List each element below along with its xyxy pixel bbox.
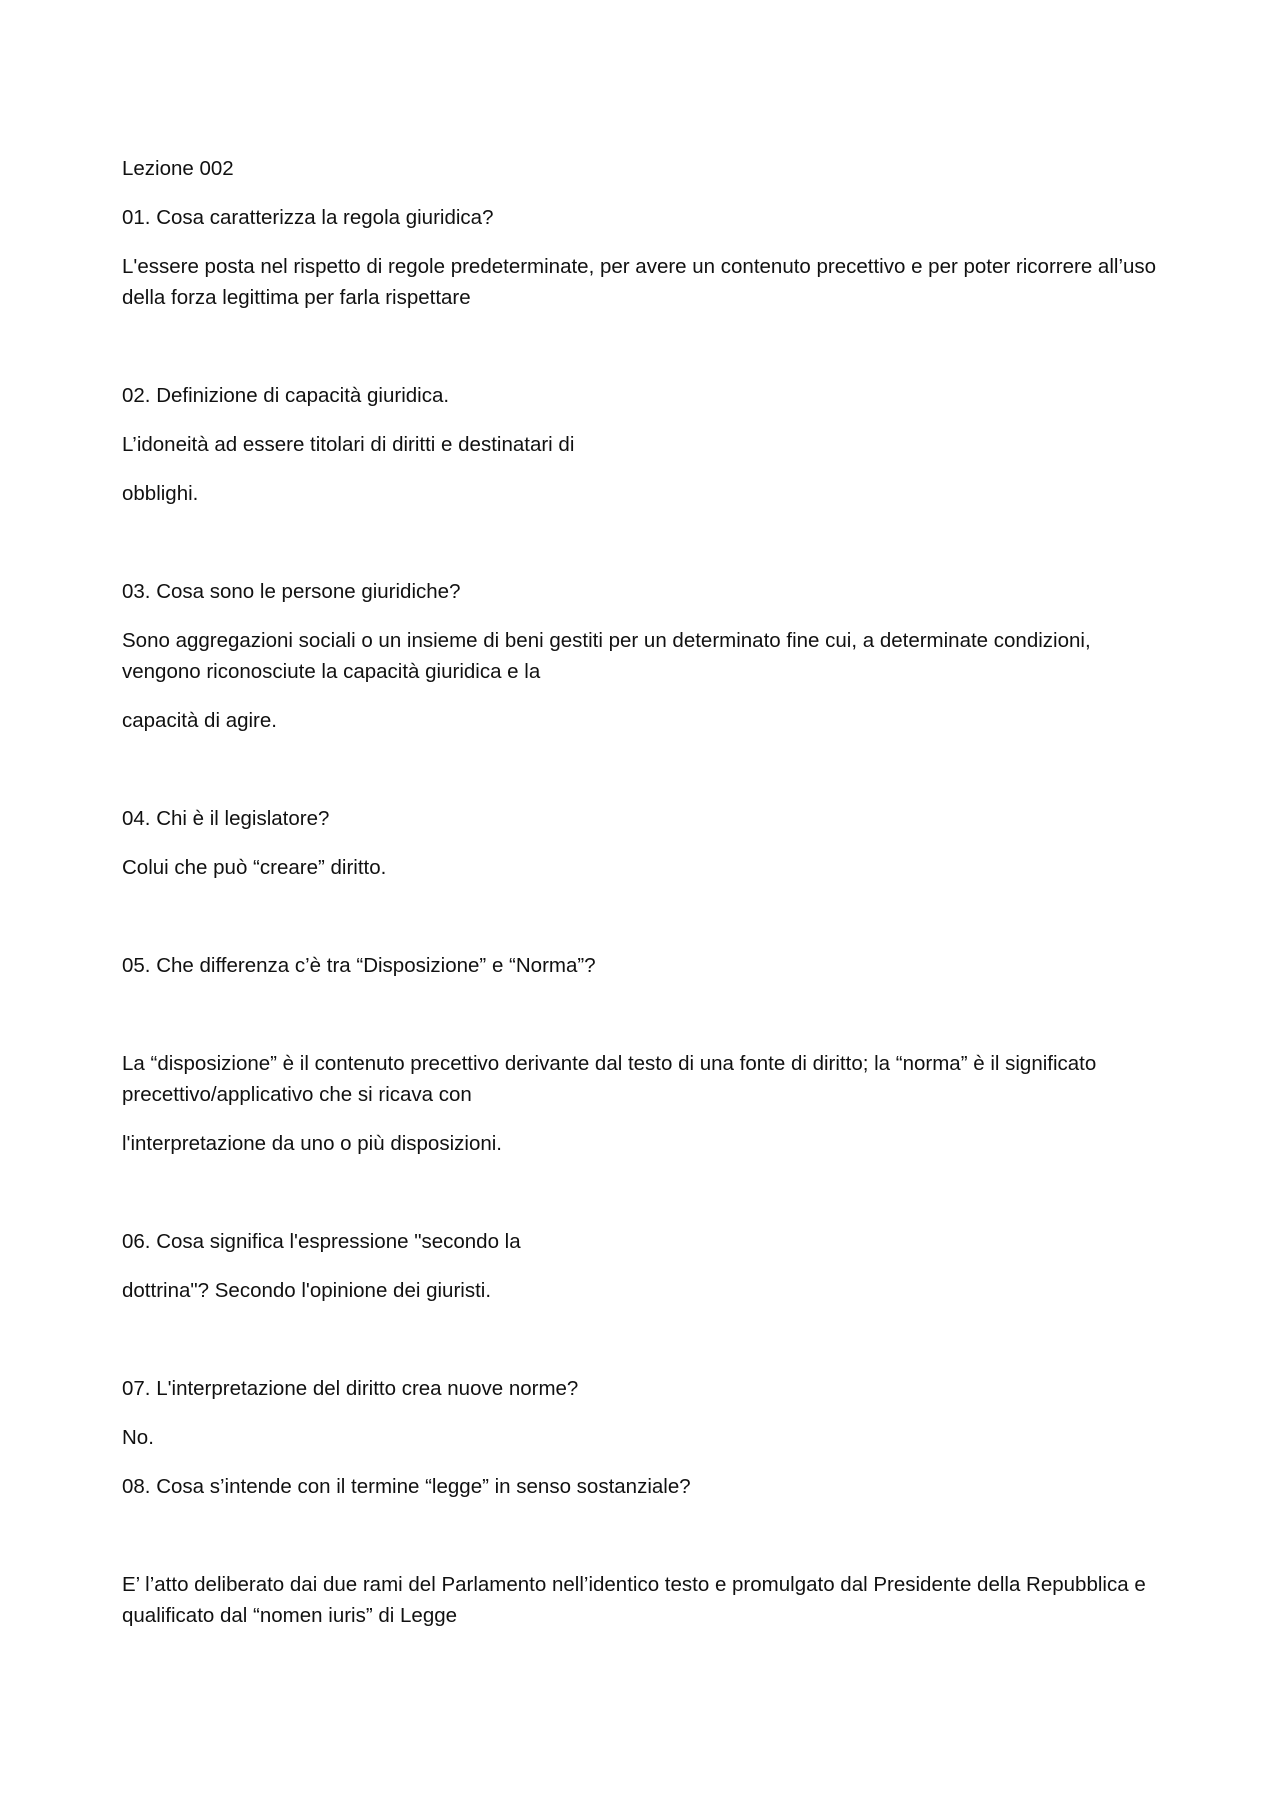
document-body [122,153,1162,1649]
question-07: 07. L'interpretazione del diritto crea nuove norme? [122,1377,579,1400]
answer-05-line-2: l'interpretazione da uno o più disposizioni. [122,1132,502,1155]
answer-02-line-2: obblighi. [122,482,199,505]
spacer [122,527,1162,576]
answer-05-line-1: La “disposizione” è il contenuto precettivo derivante dal testo di una fonte di diritto; la “norma” è il significato precettivo/applicativo che si ricava con [122,1052,1097,1106]
spacer [122,1520,1162,1569]
spacer [122,1324,1162,1373]
spacer [122,901,1162,950]
answer-06: dottrina"? Secondo l'opinione dei giuristi. [122,1279,492,1302]
spacer [122,1177,1162,1226]
question-05: 05. Che differenza c’è tra “Disposizione” e “Norma”? [122,954,596,977]
question-06: 06. Cosa significa l'espressione "secondo la [122,1230,521,1253]
answer-03-line-1: Sono aggregazioni sociali o un insieme di beni gestiti per un determinato fine cui, a determinate condizioni, vengono riconosciute la capacità giuridica e la [122,629,1091,683]
answer-03-line-2: capacità di agire. [122,709,277,732]
answer-08: E’ l’atto deliberato dai due rami del Parlamento nell’identico testo e promulgato dal Presidente della Repubblica e qualificato dal “nomen iuris” di Legge [122,1573,1146,1627]
answer-07: No. [122,1426,154,1449]
question-02: 02. Definizione di capacità giuridica. [122,384,450,407]
spacer [122,754,1162,803]
lesson-heading: Lezione 002 [122,157,234,180]
spacer [122,331,1162,380]
spacer [122,999,1162,1048]
question-08: 08. Cosa s’intende con il termine “legge” in senso sostanziale? [122,1475,691,1498]
answer-02-line-1: L’idoneità ad essere titolari di diritti e destinatari di [122,433,575,456]
answer-01: L'essere posta nel rispetto di regole predeterminate, per avere un contenuto precettivo e per poter ricorrere all’uso della forza legittima per farla rispettare [122,255,1157,309]
answer-04: Colui che può “creare” diritto. [122,856,387,879]
question-03: 03. Cosa sono le persone giuridiche? [122,580,461,603]
question-01: 01. Cosa caratterizza la regola giuridica? [122,206,494,229]
question-04: 04. Chi è il legislatore? [122,807,330,830]
